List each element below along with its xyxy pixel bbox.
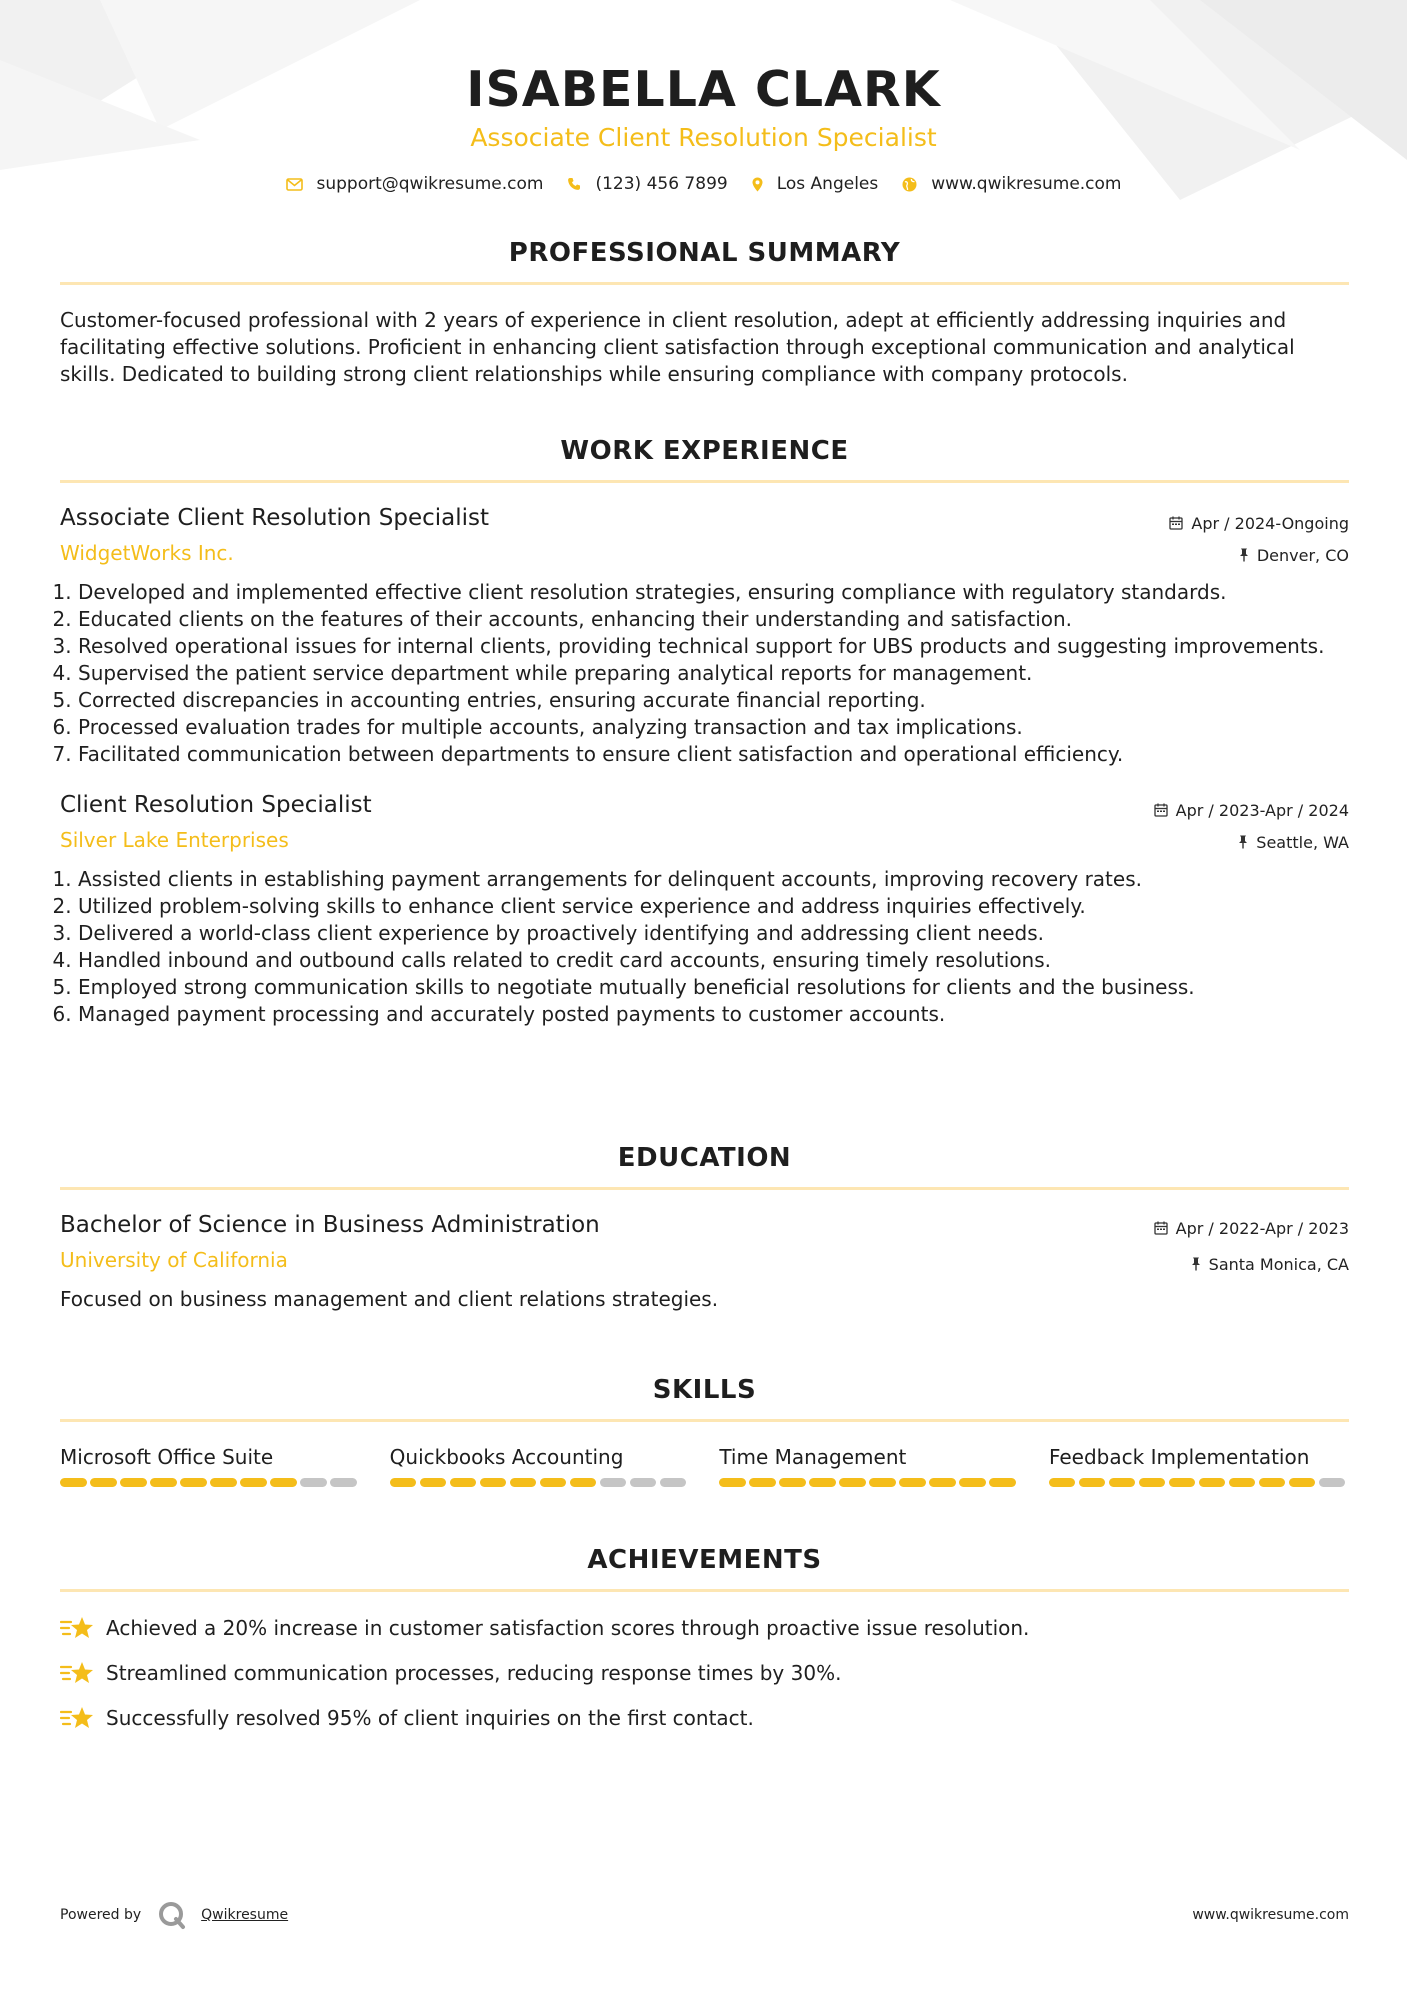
skill-level-segment [1259,1478,1286,1487]
achievement-item [60,1704,1349,1732]
work-experience-section [60,436,1349,1028]
degree-title: Bachelor of Science in Business Administration [60,1212,600,1238]
skill-level-segment [60,1478,87,1487]
job-dates: Apr / 2024-Ongoing [1191,513,1349,533]
summary-heading: PROFESSIONAL SUMMARY [508,238,901,268]
section-divider [60,480,1349,483]
section-divider [60,1187,1349,1190]
skill-level-segment [120,1478,147,1487]
contact-website[interactable] [902,174,1121,194]
skill-level-segment [869,1478,896,1487]
skill-level-segment [330,1478,357,1487]
list-item: 6. Managed payment processing and accurately posted payments to customer accounts. [78,1001,1349,1028]
section-divider [60,1589,1349,1592]
calendar-icon [1154,803,1168,817]
skill-level-segment [779,1478,806,1487]
job-title: Associate Client Resolution Specialist [60,505,490,531]
skill-level-segment [390,1478,417,1487]
powered-by-label: Powered by [60,1907,142,1923]
powered-by [60,1900,288,1930]
skill-level-segment [809,1478,836,1487]
job-location: Denver, CO [1256,545,1349,565]
achievement-text: Streamlined communication processes, reducing response times by 30%. [106,1661,842,1685]
skill-level-segment [749,1478,776,1487]
skill-level-segment [1199,1478,1226,1487]
footer [60,1900,1349,1930]
summary-section [60,238,1349,388]
list-item: 5. Employed strong communication skills to negotiate mutually beneficial resolutions for clients and the business. [78,974,1349,1001]
achievement-item [60,1659,1349,1687]
job-title: Client Resolution Specialist [60,792,372,818]
skill-level-segment [90,1478,117,1487]
skill-level-segment [1229,1478,1256,1487]
brand-link[interactable]: Qwikresume [201,1907,289,1923]
website-text: www.qwikresume.com [931,174,1122,194]
achievements-list [60,1614,1349,1732]
globe-icon [902,177,917,192]
skill-level-segment [180,1478,207,1487]
duties-list [60,579,1349,768]
skill-level-segment [420,1478,447,1487]
skill-level-segment [1319,1478,1346,1487]
education-heading: EDUCATION [617,1143,792,1173]
skill-level-bar [1049,1478,1349,1487]
skill-level-bar [60,1478,360,1487]
skill-item [60,1444,360,1487]
company-name: WidgetWorks Inc. [60,541,234,565]
education-location: Santa Monica, CA [1208,1254,1349,1274]
pin-icon [1239,548,1249,562]
skill-level-segment [660,1478,687,1487]
skill-level-segment [959,1478,986,1487]
skill-name: Quickbooks Accounting [389,1445,624,1469]
map-pin-icon [752,177,763,192]
skill-level-segment [1049,1478,1076,1487]
skill-level-segment [480,1478,507,1487]
candidate-job-title: Associate Client Resolution Specialist [470,123,937,152]
education-description: Focused on business management and client relations strategies. [60,1287,719,1311]
achievements-section [60,1545,1349,1732]
education-section [60,1143,1349,1313]
skill-level-segment [570,1478,597,1487]
list-item: 5. Corrected discrepancies in accounting entries, ensuring accurate financial reporting. [78,687,1349,714]
summary-text: Customer-focused professional with 2 years of experience in client resolution, adept at efficiently addressing inquiries and facilitating effective solutions. Proficient in enhancing client satisfaction through exceptional communication and analytical skills. Dedicated to building strong client relationships while ensuring compliance with company protocols. [60,308,1295,386]
qwikresume-logo-icon [157,1900,187,1930]
skill-name: Feedback Implementation [1048,1445,1310,1469]
achievement-item [60,1614,1349,1642]
skills-section [60,1375,1349,1487]
education-dates: Apr / 2022-Apr / 2023 [1175,1218,1349,1238]
duties-list [60,866,1349,1028]
skill-level-bar [390,1478,690,1487]
list-item: 2. Educated clients on the features of their accounts, enhancing their understanding and satisfaction. [78,606,1349,633]
skill-item [390,1444,690,1487]
achievement-text: Achieved a 20% increase in customer satisfaction scores through proactive issue resolution. [106,1616,1030,1640]
list-item: 4. Supervised the patient service department while preparing analytical reports for management. [78,660,1349,687]
contact-email[interactable] [286,174,544,194]
skills-heading: SKILLS [652,1375,757,1405]
list-item: 4. Handled inbound and outbound calls related to credit card accounts, ensuring timely resolutions. [78,947,1349,974]
phone-icon [567,177,581,191]
calendar-icon [1154,1221,1168,1235]
contact-phone[interactable] [567,174,727,194]
skill-item [1049,1444,1349,1487]
skill-level-segment [1289,1478,1316,1487]
list-item: 1. Assisted clients in establishing payment arrangements for delinquent accounts, improving recovery rates. [78,866,1349,893]
list-item: 2. Utilized problem-solving skills to enhance client service experience and address inquiries effectively. [78,893,1349,920]
section-divider [60,282,1349,285]
contact-location [752,174,879,194]
list-item: 3. Delivered a world-class client experience by proactively identifying and addressing client needs. [78,920,1349,947]
contact-bar [0,174,1407,194]
skill-level-segment [450,1478,477,1487]
job-location: Seattle, WA [1256,832,1349,852]
location-text: Los Angeles [776,174,879,194]
envelope-icon [286,178,303,191]
skill-level-segment [510,1478,537,1487]
list-item: 3. Resolved operational issues for internal clients, providing technical support for UBS products and suggesting improvements. [78,633,1349,660]
skill-level-segment [719,1478,746,1487]
skill-level-segment [270,1478,297,1487]
skill-level-segment [1169,1478,1196,1487]
list-item: 1. Developed and implemented effective client resolution strategies, ensuring compliance with regulatory standards. [78,579,1349,606]
skill-level-segment [989,1478,1016,1487]
skill-level-segment [1139,1478,1166,1487]
list-item: 6. Processed evaluation trades for multiple accounts, analyzing transaction and tax implications. [78,714,1349,741]
shooting-star-icon [60,1615,94,1641]
footer-website[interactable]: www.qwikresume.com [1192,1907,1349,1923]
section-divider [60,1419,1349,1422]
skill-level-segment [899,1478,926,1487]
resume-header [0,0,1407,194]
email-text: support@qwikresume.com [316,174,544,194]
skill-level-bar [719,1478,1019,1487]
shooting-star-icon [60,1705,94,1731]
job-dates: Apr / 2023-Apr / 2024 [1175,800,1349,820]
phone-text: (123) 456 7899 [595,174,728,194]
skill-level-segment [630,1478,657,1487]
list-item: 7. Facilitated communication between departments to ensure client satisfaction and operational efficiency. [78,741,1349,768]
skill-level-segment [1079,1478,1106,1487]
skill-level-segment [1109,1478,1136,1487]
achievements-heading: ACHIEVEMENTS [587,1545,822,1575]
skill-level-segment [929,1478,956,1487]
skill-level-segment [150,1478,177,1487]
pin-icon [1191,1257,1201,1271]
school-name: University of California [60,1248,288,1272]
job-entry [60,792,1349,1028]
skill-name: Microsoft Office Suite [60,1445,274,1469]
skill-level-segment [300,1478,327,1487]
job-entry [60,505,1349,768]
company-name: Silver Lake Enterprises [60,828,289,852]
education-entry [60,1212,1349,1313]
candidate-name: ISABELLA CLARK [466,61,941,118]
shooting-star-icon [60,1660,94,1686]
achievement-text: Successfully resolved 95% of client inquiries on the first contact. [106,1706,754,1730]
skill-item [719,1444,1019,1487]
skill-level-segment [240,1478,267,1487]
skill-name: Time Management [719,1445,907,1469]
skill-level-segment [540,1478,567,1487]
skills-list [60,1444,1349,1487]
skill-level-segment [210,1478,237,1487]
skill-level-segment [600,1478,627,1487]
skill-level-segment [839,1478,866,1487]
calendar-icon [1169,516,1183,530]
work-experience-heading: WORK EXPERIENCE [560,436,849,466]
pin-icon [1238,835,1248,849]
